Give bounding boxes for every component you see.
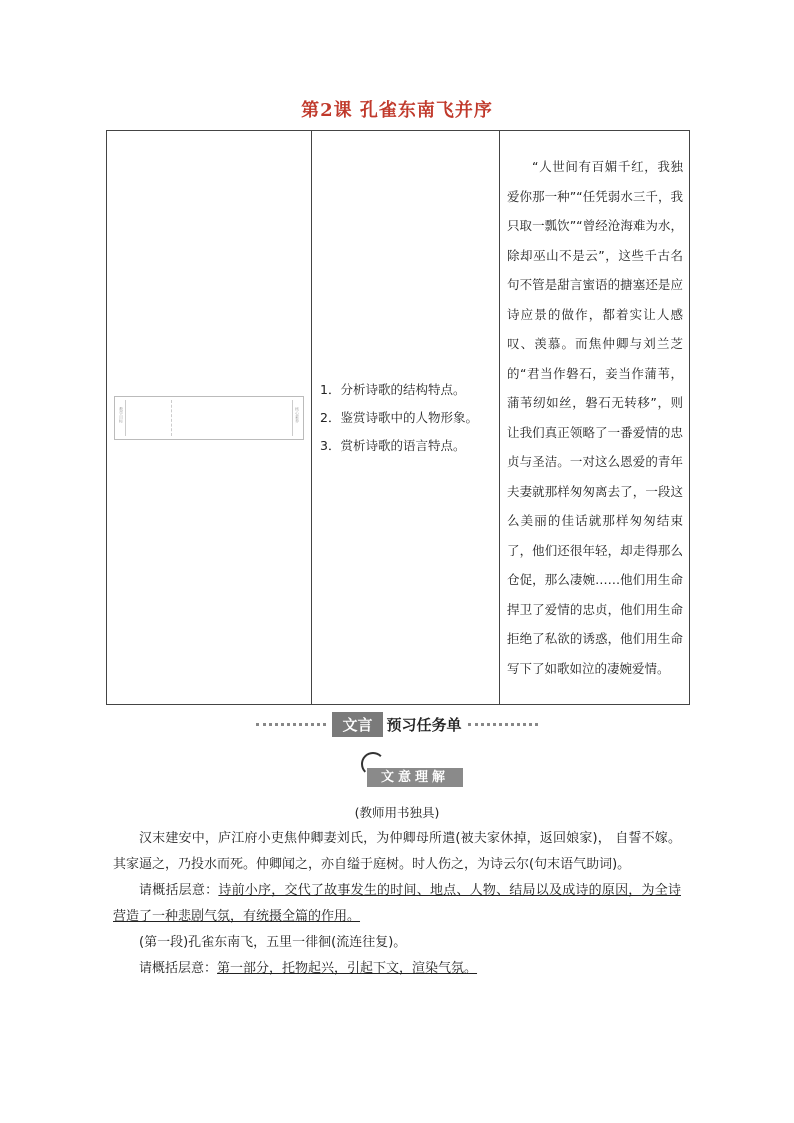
banner-left-dots [256,723,326,726]
thumbnail-right-label: 核心素养 [295,406,300,423]
thumbnail-left-label: 教学目标 [119,406,124,423]
goals-cell [312,131,500,705]
intro-text: “人世间有百媚千红，我独爱你那一种”“任凭弱水三千，我只取一瓢饮”“曾经沧海难为水，除却巫山不是云”，这些千古名句不管是甜言蜜语的搪塞还是应诗应景的做作，都着实让人感叹、羡慕。而焦仲卿与刘兰芝的“君当作磐石，妾当作蒲苇，蒲苇纫如丝，磐石无转移”，则让我们真正领略了一番爱情的忠贞与圣洁。一对这么恩爱的青年夫妻就那样匆匆离去了，一段这么美丽的佳话就那样匆匆结束了，他们还很年轻，却走得那么仓促，那么凄婉……他们用生命捍卫了爱情的忠贞，他们用生命拒绝了私欲的诱惑，他们用生命写下了如歌如泣的凄婉爱情。 [507,159,683,676]
question-answer: 第一部分，托物起兴，引起下文，渲染气氛。 [217,961,478,976]
body-paragraph: 汉末建安中，庐江府小吏焦仲卿妻刘氏，为仲卿母所遣(被夫家休掉，返回娘家)， 自誓不嫁。其家逼之，乃投水而死。仲卿闻之，亦自缢于庭树。时人伤之，为诗云尔(句末语气助词)。 [113,831,681,872]
question-answer: 诗前小序，交代了故事发生的时间、地点、人物、结局以及成诗的原因，为全诗营造了一种悲剧气氛，有统摄全篇的作用。 [113,883,681,924]
thumbnail-image [114,396,304,440]
teacher-note: (教师用书独具) [354,805,440,820]
question-prompt: 请概括层意： [139,883,219,898]
banner-right-dots [468,723,538,726]
question-prompt: 请概括层意： [139,961,218,976]
thumbnail-cell [107,131,312,705]
lesson-overview-table [106,130,690,705]
badge-label: 文意理解 [367,768,463,787]
question-line [113,956,681,982]
goal-item: 2．鉴赏诗歌中的人物形象。 [320,409,478,425]
goal-item: 3．赏析诗歌的语言特点。 [320,437,466,453]
intro-cell [500,131,690,705]
main-body [113,826,681,982]
banner-tag: 文言 [332,712,382,737]
question-line [113,878,681,930]
goals-list [312,376,499,460]
page-title: 第2课 孔雀东南飞并序 [301,100,493,121]
body-paragraph: (第一段)孔雀东南飞，五里一徘徊(流连往复)。 [139,935,407,950]
banner-label: 预习任务单 [386,716,462,734]
goal-item: 1．分析诗歌的结构特点。 [320,381,466,397]
section-banner [0,712,794,738]
